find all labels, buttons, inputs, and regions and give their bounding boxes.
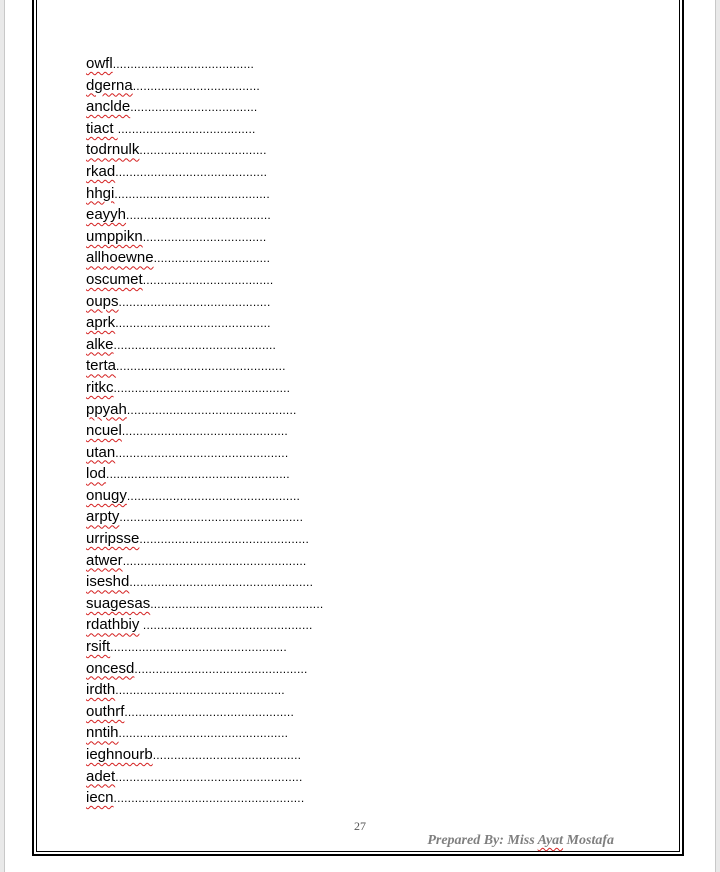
word-line [86,183,323,205]
word-line [86,399,323,421]
scrambled-word: aprk [86,314,116,332]
word-line [86,463,323,485]
scrambled-word: adet [86,767,116,785]
answer-blank: .................................................... [129,575,314,590]
answer-blank: ................................................. [134,661,308,676]
scrambled-word: eayyh [86,206,127,224]
word-line [86,442,323,464]
word-line [86,312,323,334]
answer-blank: .................................................... [122,553,307,568]
answer-blank: ..................................................... [115,769,303,784]
word-line [86,614,323,636]
word-line [86,161,323,183]
scrambled-word: rkad [86,162,116,180]
answer-blank: ....................................... [117,121,256,136]
scrambled-word: ritkc [86,378,114,396]
scrambled-word: irdth [86,681,116,699]
word-line [86,96,323,118]
word-line [86,506,323,528]
scrambled-word-list [86,53,323,809]
answer-blank: ................................................. [115,445,289,460]
answer-blank: ................................... [142,229,267,244]
scrambled-word: oups [86,292,119,310]
answer-blank: ......................................... [126,208,271,223]
word-line [86,593,323,615]
word-line [86,291,323,313]
scrambled-word: ncuel [86,422,122,440]
scrambled-word: utan [86,443,116,461]
word-line [86,139,323,161]
word-line [86,679,323,701]
scrambled-word: owfl [86,55,113,72]
word-line [86,744,323,766]
word-line [86,722,323,744]
word-line [86,787,323,809]
scrambled-word: ieghnourb [86,746,153,763]
answer-blank: ................................. [153,251,271,266]
scrambled-word: tiact [86,119,118,137]
answer-blank: ...................................................... [113,791,305,806]
scrambled-word: lod [86,465,107,483]
answer-blank: ............................................... [121,424,288,439]
scrambled-word: urripsse [86,530,140,548]
word-line [86,701,323,723]
word-line [86,355,323,377]
scrambled-word: todrnulk [86,141,140,159]
scrambled-word: outhrf [86,702,125,720]
answer-blank: ..................................... [142,272,274,287]
answer-blank: ................................................. [126,488,301,503]
scrambled-word: anclde [86,98,131,116]
answer-blank: ................................................ [118,726,289,741]
word-line [86,334,323,356]
word-line [86,485,323,507]
scrambled-word: suagesas [86,594,151,612]
scrambled-word: oncesd [86,659,135,677]
answer-blank: .................................................. [110,640,287,655]
scrambled-word: rdathbiy [86,616,140,634]
word-line [86,269,323,291]
scrambled-word: alke [86,335,114,353]
word-line [86,658,323,680]
scrambled-word: arpty [86,508,120,526]
answer-blank: .................................................. [113,380,291,395]
scrambled-word: dgerna [86,76,133,94]
answer-blank: ............................................ [114,186,270,201]
answer-blank: .................................... [132,78,260,93]
scrambled-word: ppyah [86,400,127,418]
answer-blank: .................................................... [119,510,304,525]
word-line [86,75,323,97]
scrambled-word: hhgi [86,184,115,202]
answer-blank: ........................................... [115,164,268,179]
scrambled-word: iseshd [86,573,130,591]
prepared-by-credit [427,833,614,849]
word-line [86,226,323,248]
scrambled-word: oscumet [86,270,143,288]
scrambled-word: terta [86,357,117,375]
word-line [86,204,323,226]
answer-blank: .................................... [139,143,267,158]
answer-blank: .......................................... [152,748,302,762]
answer-blank: ................................................ [139,618,313,633]
word-line [86,636,323,658]
word-line [86,571,323,593]
prepared-by-prefix: Prepared By: Miss [427,833,538,848]
answer-blank: .................................................... [106,467,290,482]
scrambled-word: allhoewne [86,249,154,267]
word-line [86,118,323,140]
answer-blank: ................................................ [116,359,286,374]
answer-blank: ................................................ [139,532,309,547]
answer-blank: ................................................ [115,683,285,698]
answer-blank: .............................................. [113,337,277,352]
scrambled-word: umppikn [86,227,143,245]
answer-blank: .................................... [130,100,258,115]
scrambled-word: onugy [86,486,127,504]
scrambled-word: rsift [86,638,111,656]
answer-blank: ................................................ [124,704,294,719]
answer-blank: ................................................ [126,402,297,417]
page-number: 27 [354,819,366,833]
prepared-by-name-last: Mostafa [563,833,614,848]
word-line [86,420,323,442]
word-line [86,53,323,75]
answer-blank: ........................................... [118,294,271,309]
scrambled-word: nntih [86,724,119,742]
scrambled-word: iecn [86,789,114,807]
word-line [86,247,323,269]
word-line [86,377,323,399]
answer-blank: ............................................ [115,316,271,331]
answer-blank: ........................................ [112,57,255,71]
answer-blank: ................................................. [150,596,324,611]
prepared-by-name-first: Ayat [537,833,564,848]
word-line [86,528,323,550]
word-line [86,550,323,572]
scrambled-word: atwer [86,551,123,569]
word-line [86,766,323,788]
